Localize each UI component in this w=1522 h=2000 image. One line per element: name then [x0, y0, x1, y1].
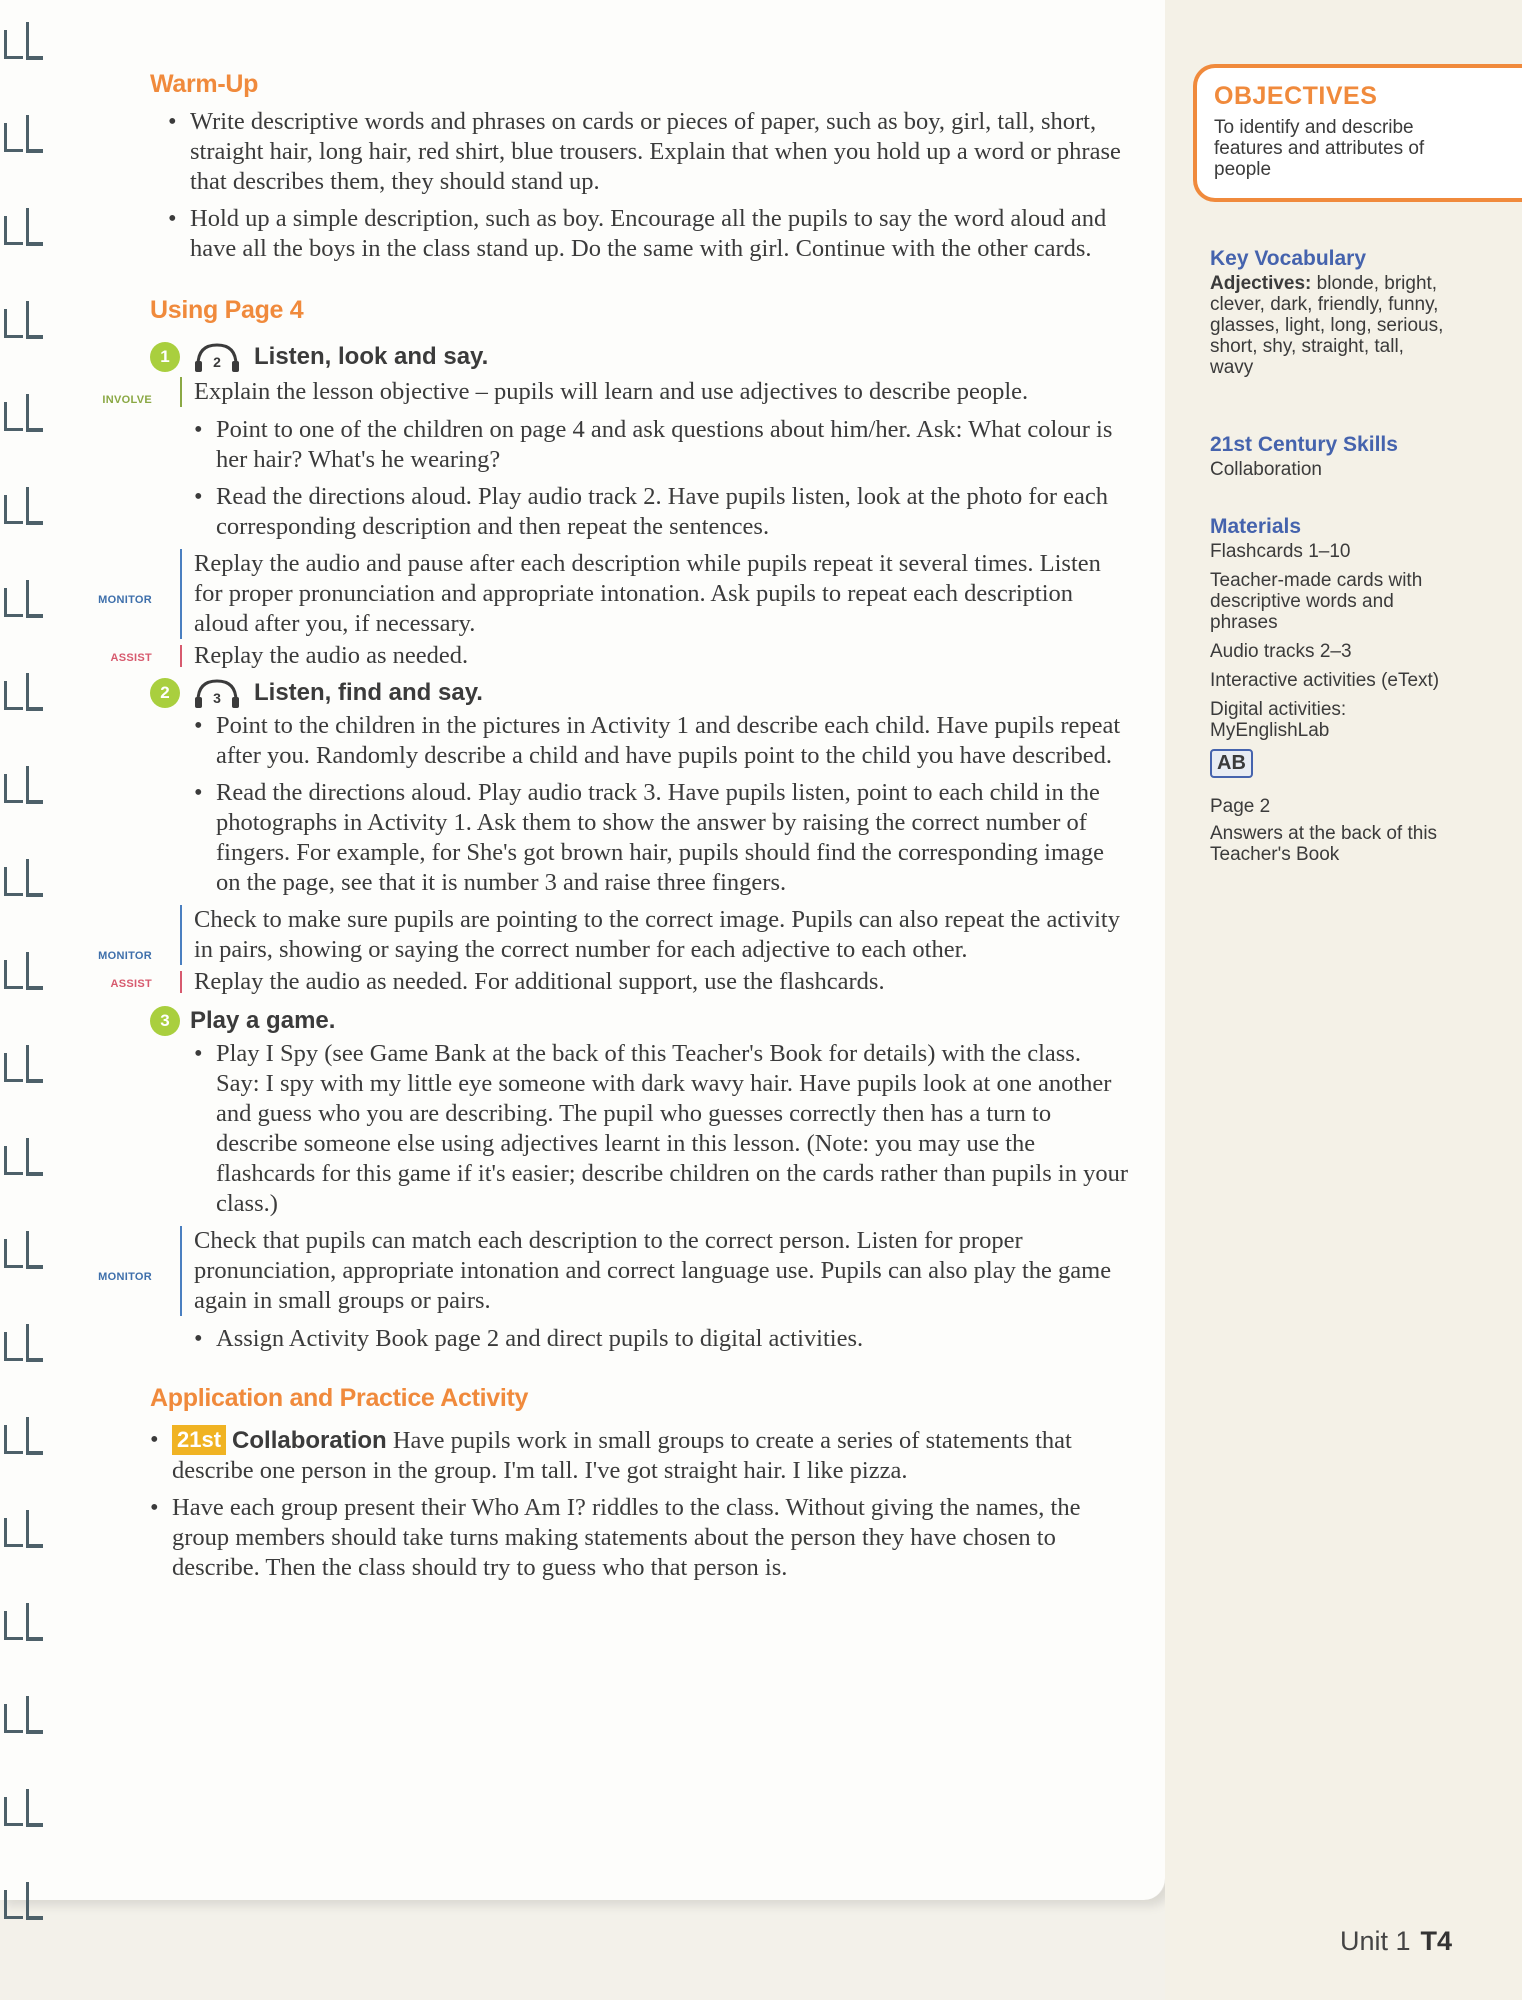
monitor-text-2: Check to make sure pupils are pointing to the correct image. Pupils can also repeat the activity in pairs, showing or saying the correct number for each adjective to each other.	[194, 906, 1120, 963]
21st-century-badge: 21st	[172, 1425, 226, 1455]
spiral-ring	[4, 485, 44, 533]
skills-title: 21st Century Skills	[1210, 433, 1398, 456]
key-vocabulary-title: Key Vocabulary	[1210, 247, 1367, 270]
activity-1-number: 1	[150, 342, 180, 372]
materials-item: Audio tracks 2–3	[1210, 641, 1352, 662]
objectives-box	[1193, 64, 1522, 202]
spiral-ring	[4, 1880, 44, 1928]
activity-2-title: Listen, find and say.	[254, 679, 483, 706]
activity-3-bullet-2: • Assign Activity Book page 2 and direct pupils to digital activities.	[194, 1324, 1130, 1354]
spiral-ring	[4, 20, 44, 68]
ab-page: Page 2	[1210, 796, 1271, 817]
activity-2-number: 2	[150, 678, 180, 708]
activity-2-bullet-1: • Point to the children in the pictures in Activity 1 and describe each child. Have pupils repeat after you. Randomly describe a child and have pupils point to the child you have described.	[194, 711, 1130, 771]
monitor-tag-3: MONITOR	[98, 1271, 152, 1283]
spiral-ring	[4, 578, 44, 626]
activity-3-bullet-1: • Play I Spy (see Game Bank at the back of this Teacher's Book for details) with the class. Say: I spy with my little eye someone with dark wavy hair. Have pupils look at one another and guess who you are describing. The pupil who guesses correctly then has a turn to describe someone else using adjectives learnt in this lesson. (Note: you may use the flashcards for this game if it's easier; describe children on the cards rather than pupils in your class.)	[194, 1039, 1130, 1219]
assist-tag-2: ASSIST	[110, 978, 152, 990]
monitor-note-1	[98, 549, 1130, 639]
activity-1-header	[150, 339, 1130, 375]
materials-item: Interactive activities (eText)	[1210, 670, 1440, 691]
spiral-ring	[4, 1601, 44, 1649]
involve-note	[102, 377, 1130, 407]
spiral-ring	[4, 1415, 44, 1463]
activity-2-header	[150, 675, 1130, 711]
using-page-heading: Using Page 4	[150, 296, 304, 324]
materials-item: Teacher-made cards with descriptive words and phrases	[1210, 570, 1423, 633]
page-number	[1340, 1926, 1452, 1957]
activity-3-header	[150, 1003, 1130, 1039]
materials-title: Materials	[1210, 515, 1302, 538]
key-vocabulary-text: blonde, bright, clever, dark, friendly, funny, glasses, light, long, serious, short, shy, straight, tall, wavy	[1210, 273, 1444, 378]
warmup-heading: Warm-Up	[150, 70, 259, 98]
assist-text-2: Replay the audio as needed. For additional support, use the flashcards.	[194, 968, 885, 995]
activity-2-bullet-2: • Read the directions aloud. Play audio track 3. Have pupils listen, point to each child in the photographs in Activity 1. Ask them to show the answer by raising the correct number of fingers. For example, for She's got brown hair, pupils should find the corresponding image on the page, see that it is number 3 and raise three fingers.	[194, 778, 1130, 898]
spiral-ring	[4, 1787, 44, 1835]
spiral-ring	[4, 392, 44, 440]
spiral-ring	[4, 206, 44, 254]
materials-item: Digital activities: MyEnglishLab	[1210, 699, 1347, 741]
spiral-ring	[4, 950, 44, 998]
application-heading: Application and Practice Activity	[150, 1384, 529, 1412]
activity-1-bullet-2: • Read the directions aloud. Play audio track 2. Have pupils listen, look at the photo for each corresponding description and then repeat the sentences.	[194, 482, 1130, 542]
monitor-text-3: Check that pupils can match each description to the correct person. Listen for proper pronunciation, appropriate intonation and correct language use. Pupils can also play the game again in small groups or pairs.	[194, 1227, 1112, 1314]
spiral-ring	[4, 671, 44, 719]
application-bullet-2: • Have each group present their Who Am I? riddles to the class. Without giving the names, the group members should take turns making statements about the person they have chosen to describe. Then the class should try to guess who that person is.	[150, 1493, 1130, 1583]
page-code: T4	[1420, 1926, 1453, 1956]
monitor-tag-2: MONITOR	[98, 950, 152, 962]
skills-text: Collaboration	[1210, 459, 1322, 480]
monitor-text-1: Replay the audio and pause after each description while pupils repeat it several times. Listen for proper pronunciation and appropriate intonation. Ask pupils to repeat each description aloud after you, if necessary.	[194, 550, 1101, 637]
unit-label: Unit 1	[1340, 1926, 1411, 1956]
spiral-ring	[4, 113, 44, 161]
involve-text: Explain the lesson objective – pupils will learn and use adjectives to describe people.	[194, 378, 1029, 405]
assist-tag-1: ASSIST	[110, 652, 152, 664]
key-vocabulary-section	[1210, 248, 1450, 378]
activity-1-bullet-1: • Point to one of the children on page 4 and ask questions about him/her. Ask: What colour is her hair? What's he wearing?	[194, 415, 1130, 475]
assist-text-1: Replay the audio as needed.	[194, 642, 469, 669]
spiral-ring	[4, 1229, 44, 1277]
spiral-ring	[4, 299, 44, 347]
lesson-content	[98, 70, 1130, 1590]
materials-section	[1210, 516, 1450, 865]
ab-answers: Answers at the back of this Teacher's Book	[1210, 823, 1438, 865]
spiral-binding	[0, 0, 50, 2000]
activity-1-title: Listen, look and say.	[254, 343, 489, 370]
spiral-ring	[4, 1043, 44, 1091]
collaboration-label: Collaboration	[232, 1427, 387, 1454]
materials-item: Flashcards 1–10	[1210, 541, 1351, 562]
activity-3-number: 3	[150, 1006, 180, 1036]
adjectives-label: Adjectives:	[1210, 273, 1312, 294]
warmup-bullet-1: • Write descriptive words and phrases on cards or pieces of paper, such as boy, girl, tall, short, straight hair, long hair, red shirt, blue trousers. Explain that when you hold up a word or phrase that describes them, they should stand up.	[168, 107, 1130, 197]
application-bullet-1	[150, 1425, 1130, 1486]
assist-note-2	[110, 968, 1130, 995]
spiral-ring	[4, 857, 44, 905]
warmup-bullet-2: • Hold up a simple description, such as boy. Encourage all the pupils to say the word aloud and have all the boys in the class stand up. Do the same with girl. Continue with the other cards.	[168, 204, 1130, 264]
skills-section	[1210, 434, 1450, 480]
monitor-note-3	[98, 1226, 1130, 1316]
spiral-ring	[4, 1322, 44, 1370]
assist-note-1	[110, 642, 1130, 669]
spiral-ring	[4, 1136, 44, 1184]
activity-book-badge: AB	[1210, 749, 1253, 778]
activity-3-title: Play a game.	[190, 1007, 336, 1034]
monitor-note-2	[98, 905, 1130, 965]
monitor-tag-1: MONITOR	[98, 594, 152, 606]
objectives-title: OBJECTIVES	[1214, 82, 1378, 110]
headphones-icon	[190, 675, 244, 711]
application-bullet-1-text: Have pupils work in small groups to create a series of statements that describe one person in the group. I'm tall. I've got straight hair. I like pizza.	[172, 1427, 1072, 1484]
headphones-icon	[190, 339, 244, 375]
objectives-text: To identify and describe features and attributes of people	[1214, 117, 1425, 180]
svg-text:2: 2	[213, 354, 221, 370]
spiral-ring	[4, 1694, 44, 1742]
involve-tag: INVOLVE	[102, 394, 152, 406]
spiral-ring	[4, 764, 44, 812]
svg-text:3: 3	[213, 690, 221, 706]
spiral-ring	[4, 1508, 44, 1556]
